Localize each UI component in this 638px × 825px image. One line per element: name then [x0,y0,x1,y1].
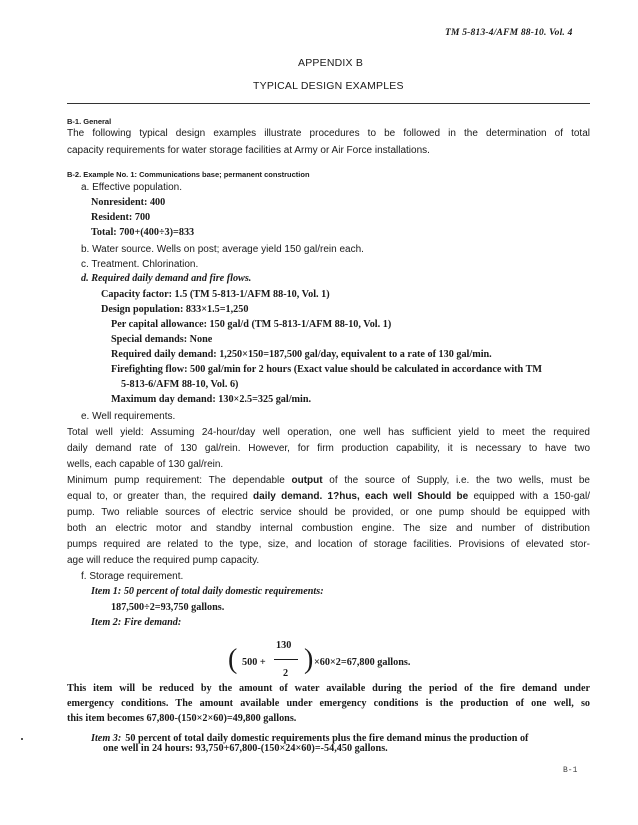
item-a-label: a. Effective population. [81,182,182,193]
e-text-line-2: daily demand rate of 130 gal/rein. However, for firm production capability, it is necessary to have two [67,443,590,454]
b1-text-line-2: capacity requirements for water storage facilities at Army or Air Force installations. [67,145,430,156]
b1-text-line-1: The following typical design examples illustrate procedures to be followed in the determination of total [67,128,590,139]
item-e-label: e. Well requirements. [81,411,176,422]
capacity-factor-line: Capacity factor: 1.5 (TM 5-813-1/AFM 88-10, Vol. 1) [101,289,330,300]
maximum-day-demand-line: Maximum day demand: 130×2.5=325 gal/min. [111,394,312,405]
storage-item-1-calc: 187,500÷2=93,750 gallons. [111,602,225,613]
section-heading-b2: B-2. Example No. 1: Communications base; permanent construction [67,170,310,179]
item-b-water-source: b. Water source. Wells on post; average yield 150 gal/rein each. [81,244,364,255]
pump-line1-post: of the source of Supply, i.e. the two wells, must be [322,475,590,486]
appendix-subtitle: TYPICAL DESIGN EXAMPLES [253,80,404,92]
item-c-treatment: c. Treatment. Chlorination. [81,259,199,270]
reduce-text-line-3: this item becomes 67,800-(150×2×60)=49,800 gallons. [67,713,297,724]
formula-right-term: ×60×2=67,800 gallons. [314,657,411,668]
document-id: TM 5-813-4/AFM 88-10. Vol. 4 [445,28,573,38]
nonresident-line: Nonresident: 400 [91,197,166,208]
pump-line2-pre: equal to, or greater than, the required [67,491,254,502]
resident-line: Resident: 700 [91,212,151,223]
special-demands-line: Special demands: None [111,334,213,345]
margin-dot [21,738,23,740]
title-divider [67,103,590,104]
pump-line1-bold: output [291,475,323,486]
pump-text-line-4: both an electric motor and standby internal combustion engine. The size and number of distribution [67,523,590,534]
required-daily-demand-line: Required daily demand: 1,250×150=187,500 gal/day, equivalent to a rate of 130 gal/min. [111,349,492,360]
item-d-label: d. Required daily demand and fire flows. [81,273,252,284]
pump-text-line-6: age will reduce the required pump capacity. [67,555,260,566]
pump-line2-post: equipped with a 150-gal/ [468,491,590,502]
fire-demand-formula [228,638,448,686]
formula-fraction-bar [274,659,298,660]
pump-line2-bold: daily demand. 1?hus, each well Should be [253,491,469,502]
per-capita-allowance-line: Per capital allowance: 150 gal/d (TM 5-813-1/AFM 88-10, Vol. 1) [111,319,392,330]
page-number: B-1 [563,766,578,775]
formula-denominator: 2 [283,668,289,679]
pump-text-line-3: pump. Two reliable sources of electric service should be provided, or one pump should be equipped with [67,507,590,518]
storage-item-3-label: Item 3: [91,733,122,744]
appendix-title: APPENDIX B [298,57,364,69]
design-population-line: Design population: 833×1.5=1,250 [101,304,249,315]
pump-text-line-1 [67,475,590,486]
formula-open-paren: ( [228,644,238,675]
storage-item-1-label: Item 1: 50 percent of total daily domestic requirements: [91,586,324,597]
storage-item-3-text: 50 percent of total daily domestic requirements plus the fire demand minus the production of [125,733,529,744]
e-text-line-3: wells, each capable of 130 gal/rein. [67,459,224,470]
firefighting-flow-line-2: 5-813-6/AFM 88-10, Vol. 6) [121,379,239,390]
formula-close-paren: ) [304,644,314,675]
reduce-text-line-1: This item will be reduced by the amount of water available during the period of the fire demand under [67,683,590,694]
e-text-line-1: Total well yield: Assuming 24-hour/day well operation, one well has sufficient yield to meet the required [67,427,590,438]
formula-left-term: 500 + [242,657,266,668]
storage-item-3-line-2: one well in 24 hours: 93,750+67,800-(150×24×60)=-54,450 gallons. [103,743,388,754]
pump-text-line-2 [67,491,590,502]
pump-line1-pre: Minimum pump requirement: The dependable [67,475,292,486]
storage-item-2-label: Item 2: Fire demand: [91,617,182,628]
firefighting-flow-line: Firefighting flow: 500 gal/min for 2 hours (Exact value should be calculated in accordance with TM [111,364,542,375]
pump-text-line-5: pumps required are related to the type, size, and location of storage facilities. Provisions of elevated stor- [67,539,590,550]
item-f-label: f. Storage requirement. [81,571,184,582]
reduce-text-line-2: emergency conditions. The amount available under emergency conditions is the production of one well, so [67,698,590,709]
total-population-line: Total: 700+(400÷3)=833 [91,227,195,238]
section-heading-b1: B-1. General [67,117,112,126]
formula-numerator: 130 [276,640,292,651]
